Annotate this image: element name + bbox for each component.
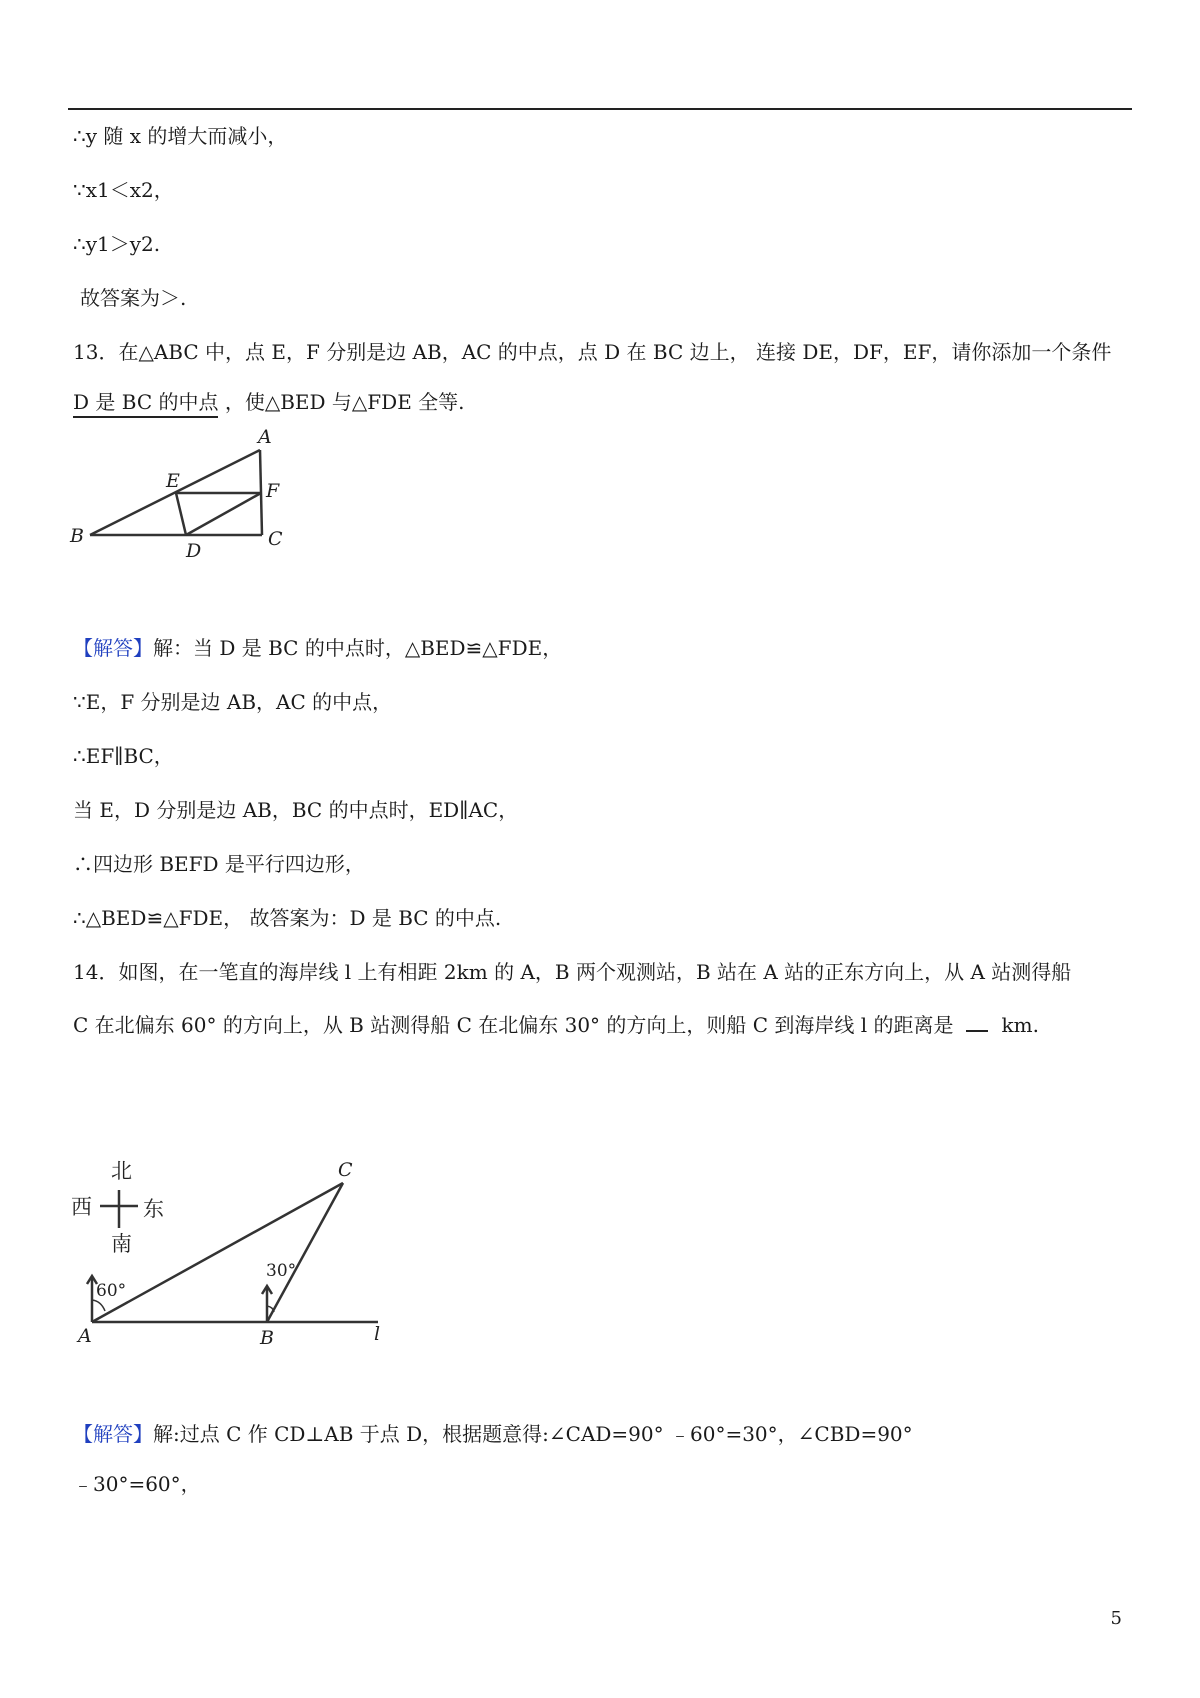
page-number: 5 xyxy=(1110,1608,1122,1629)
label-f: F xyxy=(266,480,280,502)
label-b: B xyxy=(70,525,84,547)
answer-blank: D 是 BC 的中点 xyxy=(73,388,218,418)
south-label: 南 xyxy=(111,1232,132,1256)
solution-14-line xyxy=(73,1420,913,1448)
question-14-cont xyxy=(73,1010,1039,1039)
text-line: 故答案为＞. xyxy=(80,286,187,310)
label-b: B xyxy=(260,1327,274,1349)
text-line: ∴y 随 x 的增大而减小， xyxy=(73,124,288,148)
label-c: C xyxy=(338,1159,353,1181)
answer-tag: 【解答】 xyxy=(73,1422,153,1446)
solution-13-line: ∵E，F 分别是边 AB，AC 的中点， xyxy=(73,690,393,714)
angle-60-label: 60° xyxy=(96,1281,127,1301)
text-line: ∴y1＞y2. xyxy=(73,232,161,256)
west-label: 西 xyxy=(71,1195,92,1219)
question-14-text: C 在北偏东 60° 的方向上，从 B 站测得船 C 在北偏东 30° 的方向上，则船 C 到海岸线 l 的距离是 xyxy=(73,1013,954,1037)
east-label: 东 xyxy=(143,1197,164,1221)
solution-13-line: ∴EF∥BC， xyxy=(73,744,174,768)
north-label: 北 xyxy=(111,1159,132,1183)
label-e: E xyxy=(166,470,180,492)
solution-13-line: 当 E，D 分别是边 AB，BC 的中点时，ED∥AC， xyxy=(73,798,519,822)
solution-text: 解：当 D 是 BC 的中点时，△BED≌△FDE， xyxy=(153,636,563,660)
text-line: ∵x1＜x2， xyxy=(73,178,174,202)
label-a: A xyxy=(258,426,272,448)
header-rule xyxy=(68,108,1132,110)
solution-13-line: ∴四边形 BEFD 是平行四边形， xyxy=(73,852,365,876)
question-13-cont xyxy=(73,388,465,418)
solution-text: 解:过点 C 作 CD⊥AB 于点 D，根据题意得:∠CAD=90° ﹣60°=30°，∠CBD=90° xyxy=(153,1422,913,1446)
label-a: A xyxy=(78,1325,92,1347)
question-13: 13．在△ABC 中，点 E，F 分别是边 AB，AC 的中点，点 D 在 BC 边上， 连接 DE，DF，EF，请你添加一个条件 xyxy=(73,340,1112,364)
triangle-figure xyxy=(68,425,308,560)
solution-14-line: ﹣30°=60°， xyxy=(73,1472,201,1496)
answer-blank xyxy=(966,1010,988,1032)
coastline-figure xyxy=(68,1148,398,1353)
question-14: 14．如图，在一笔直的海岸线 l 上有相距 2km 的 A，B 两个观测站，B 站在 A 站的正东方向上，从 A 站测得船 xyxy=(73,960,1072,984)
answer-tag: 【解答】 xyxy=(73,636,153,660)
label-l: l xyxy=(374,1323,381,1345)
unit-km: km. xyxy=(1001,1013,1039,1037)
label-c: C xyxy=(268,528,283,550)
angle-30-label: 30° xyxy=(266,1261,297,1281)
label-d: D xyxy=(186,540,202,560)
solution-13-line xyxy=(73,634,562,662)
question-13-tail: ，使△BED 与△FDE 全等. xyxy=(224,390,465,414)
solution-13-line: ∴△BED≌△FDE， 故答案为：D 是 BC 的中点. xyxy=(73,906,502,930)
